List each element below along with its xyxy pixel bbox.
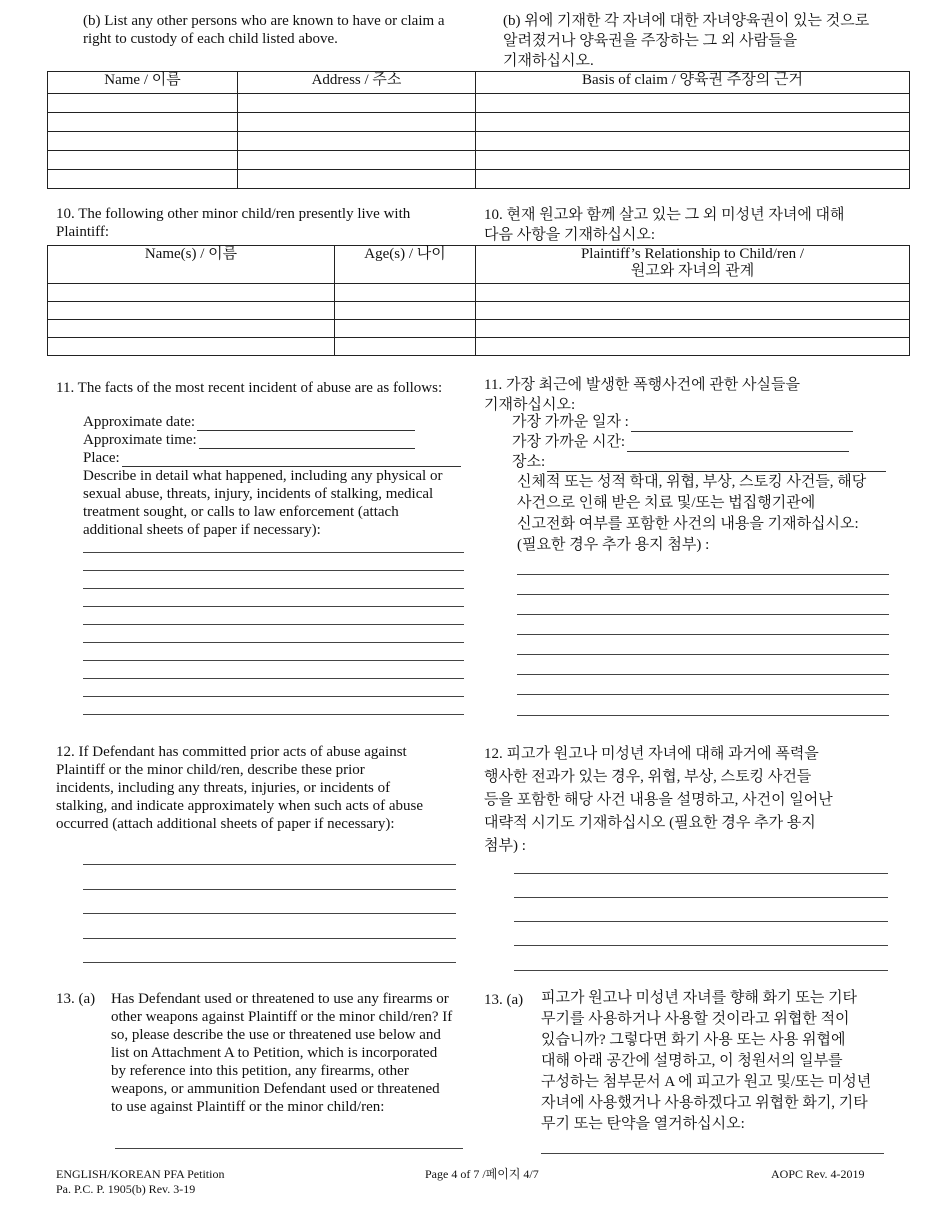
item-11-describe-en: Describe in detail what happened, including any physical or sexual abuse, threats, injury, incidents of stalking, medical treatment sought, or calls to law enforcement (attach additional sheets of paper if necessary): — [83, 468, 443, 538]
answer-line[interactable] — [514, 945, 888, 946]
answer-line[interactable] — [517, 634, 889, 635]
item-12-text-kr: 12. 피고가 원고나 미성년 자녀에 대해 과거에 폭력을 행사한 전과가 있는 경우, 위협, 부상, 스토킹 사건들 등을 포함한 해당 사건 내용을 설명하고, 사건이 일어난 대략적 시기도 기재하십시오 (필요한 경우 추가 용지 첨부) : — [484, 746, 833, 854]
item-13a-text-kr: 피고가 원고나 미성년 자녀를 향해 화기 또는 기타 무기를 사용하거나 사용할 것이라고 위협한 적이 있습니까? 그렇다면 화기 사용 또는 사용 위협에 대해 아래 공간에 설명하고, 이 청원서의 일부를 구성하는 첨부문서 A 에 피고가 원고 및/또는 미성년 자녀에 사용했거나 사용하겠다고 위협한 화기, 기타 무기 또는 탄약을 열거하십시오: — [541, 990, 872, 1132]
item-11-intro-en: 11. The facts of the most recent incident of abuse are as follows: — [56, 380, 443, 396]
table-cell[interactable] — [335, 302, 476, 320]
table-cell[interactable] — [48, 170, 238, 189]
answer-line[interactable] — [83, 642, 464, 643]
table-cell[interactable] — [335, 320, 476, 338]
table-cell[interactable] — [476, 338, 910, 356]
table-row[interactable] — [48, 170, 910, 189]
kr-approximate-time-line[interactable] — [627, 437, 849, 452]
kr-approximate-time-field[interactable] — [512, 432, 849, 452]
answer-line[interactable] — [83, 696, 464, 697]
table-cell[interactable] — [48, 132, 238, 151]
kr-approximate-time-label: 가장 가까운 시간: — [512, 434, 626, 450]
column-header-name: Name / 이름 — [48, 72, 238, 94]
answer-line[interactable] — [83, 714, 464, 715]
item-9b-text-en: (b) List any other persons who are known to have or claim a right to custody of each child listed above. — [83, 13, 445, 47]
answer-line[interactable] — [83, 889, 456, 890]
approximate-date-field[interactable] — [83, 413, 415, 431]
place-label: Place: — [83, 450, 120, 466]
column-header-names: Name(s) / 이름 — [48, 246, 335, 284]
footer-form-title: ENGLISH/KOREAN PFA Petition — [56, 1167, 225, 1181]
column-header-relationship: Plaintiff’s Relationship to Child/ren / 원고와 자녀의 관계 — [476, 246, 910, 284]
answer-line[interactable] — [514, 897, 888, 898]
item-11-describe-kr: 신체적 또는 성적 학대, 위협, 부상, 스토킹 사건들, 해당 사건으로 인해 받은 치료 및/또는 법집행기관에 신고전화 여부를 포함한 사건의 내용을 기재하십시오: (필요한 경우 추가 용지 첨부) : — [517, 474, 867, 553]
custody-claimants-table — [47, 71, 910, 189]
footer-revision: AOPC Rev. 4-2019 — [771, 1167, 865, 1181]
answer-line[interactable] — [83, 913, 456, 914]
table-cell[interactable] — [476, 284, 910, 302]
table-cell[interactable] — [48, 151, 238, 170]
item-10-text-kr: 10. 현재 원고와 함께 살고 있는 그 외 미성년 자녀에 대해 다음 사항을 기재하십시오: — [484, 207, 845, 243]
table-cell[interactable] — [238, 151, 476, 170]
other-minor-children-table — [47, 245, 910, 356]
answer-line[interactable] — [517, 594, 889, 595]
answer-line[interactable] — [83, 938, 456, 939]
answer-line[interactable] — [517, 614, 889, 615]
footer-page-number: Page 4 of 7 /페이지 4/7 — [425, 1167, 539, 1181]
item-10-text-en: 10. The following other minor child/ren presently live with Plaintiff: — [56, 206, 411, 240]
table-cell[interactable] — [476, 132, 910, 151]
place-field[interactable] — [83, 449, 461, 467]
footer-rule-reference: Pa. P.C. P. 1905(b) Rev. 3-19 — [56, 1182, 196, 1196]
table-cell[interactable] — [48, 338, 335, 356]
item-12-text-en: 12. If Defendant has committed prior acts of abuse against Plaintiff or the minor child/ren, describe these prior incidents, including any threats, injuries, or incidents of stalking, and indicate approximately when such acts of abuse occurred (attach additional sheets of paper if necessary): — [56, 744, 423, 832]
approximate-time-label: Approximate time: — [83, 432, 197, 448]
table-cell[interactable] — [238, 113, 476, 132]
answer-line[interactable] — [83, 624, 464, 625]
answer-line[interactable] — [517, 694, 889, 695]
table-row[interactable] — [48, 132, 910, 151]
answer-line[interactable] — [83, 660, 464, 661]
answer-line[interactable] — [517, 574, 889, 575]
kr-approximate-date-label: 가장 가까운 일자 : — [512, 414, 629, 430]
table-row[interactable] — [48, 338, 910, 356]
table-header-row — [48, 72, 910, 94]
place-line[interactable] — [122, 452, 461, 467]
item-13a-number-en: 13. (a) — [56, 991, 96, 1007]
item-13a-number-kr: 13. (a) — [484, 992, 524, 1008]
table-cell[interactable] — [476, 113, 910, 132]
table-cell[interactable] — [476, 94, 910, 113]
item-13a-text-en: Has Defendant used or threatened to use any firearms or other weapons against Plaintiff or the minor child/ren? If so, please describe the use or threatened use below and list on Attachment A to Petition, which is incorporated by reference into this petition, any firearms, other weapons, or ammunition Defendant used or threatened to use against Plaintiff or the minor child/ren: — [111, 991, 453, 1115]
table-cell[interactable] — [335, 338, 476, 356]
table-row[interactable] — [48, 151, 910, 170]
table-row[interactable] — [48, 113, 910, 132]
table-cell[interactable] — [476, 170, 910, 189]
answer-line[interactable] — [83, 588, 464, 589]
approximate-time-field[interactable] — [83, 431, 415, 449]
kr-place-field[interactable] — [512, 452, 886, 472]
table-header-row — [48, 246, 910, 284]
table-row[interactable] — [48, 284, 910, 302]
answer-line[interactable] — [83, 678, 464, 679]
answer-line[interactable] — [514, 873, 888, 874]
kr-place-label: 장소: — [512, 454, 546, 470]
answer-line[interactable] — [517, 674, 889, 675]
answer-line[interactable] — [517, 715, 889, 716]
table-row[interactable] — [48, 320, 910, 338]
answer-line[interactable] — [83, 552, 464, 553]
kr-approximate-date-field[interactable] — [512, 412, 853, 432]
kr-approximate-date-line[interactable] — [631, 417, 853, 432]
answer-line[interactable] — [115, 1148, 463, 1149]
column-header-ages: Age(s) / 나이 — [335, 246, 476, 284]
table-cell[interactable] — [476, 151, 910, 170]
table-cell[interactable] — [476, 320, 910, 338]
answer-line[interactable] — [514, 921, 888, 922]
approximate-time-line[interactable] — [199, 434, 415, 449]
table-cell[interactable] — [48, 284, 335, 302]
table-cell[interactable] — [48, 94, 238, 113]
answer-line[interactable] — [83, 864, 456, 865]
answer-line[interactable] — [517, 654, 889, 655]
item-9b-text-kr: (b) 위에 기재한 각 자녀에 대한 자녀양육권이 있는 것으로 알려졌거나 양육권을 주장하는 그 외 사람들을 기재하십시오. — [503, 13, 870, 69]
table-row[interactable] — [48, 302, 910, 320]
table-cell[interactable] — [238, 94, 476, 113]
approximate-date-line[interactable] — [197, 416, 415, 431]
answer-line[interactable] — [541, 1153, 884, 1154]
kr-place-line[interactable] — [547, 457, 886, 472]
answer-line[interactable] — [83, 570, 464, 571]
answer-line[interactable] — [83, 962, 456, 963]
table-row[interactable] — [48, 94, 910, 113]
answer-line[interactable] — [514, 970, 888, 971]
table-cell[interactable] — [238, 170, 476, 189]
table-cell[interactable] — [476, 302, 910, 320]
table-cell[interactable] — [48, 302, 335, 320]
table-cell[interactable] — [48, 113, 238, 132]
table-cell[interactable] — [335, 284, 476, 302]
column-header-address: Address / 주소 — [238, 72, 476, 94]
column-header-basis-of-claim: Basis of claim / 양육권 주장의 근거 — [476, 72, 910, 94]
table-cell[interactable] — [238, 132, 476, 151]
item-11-intro-kr: 11. 가장 최근에 발생한 폭행사건에 관한 사실들을 기재하십시오: — [484, 377, 801, 413]
approximate-date-label: Approximate date: — [83, 414, 196, 430]
table-cell[interactable] — [48, 320, 335, 338]
answer-line[interactable] — [83, 606, 464, 607]
